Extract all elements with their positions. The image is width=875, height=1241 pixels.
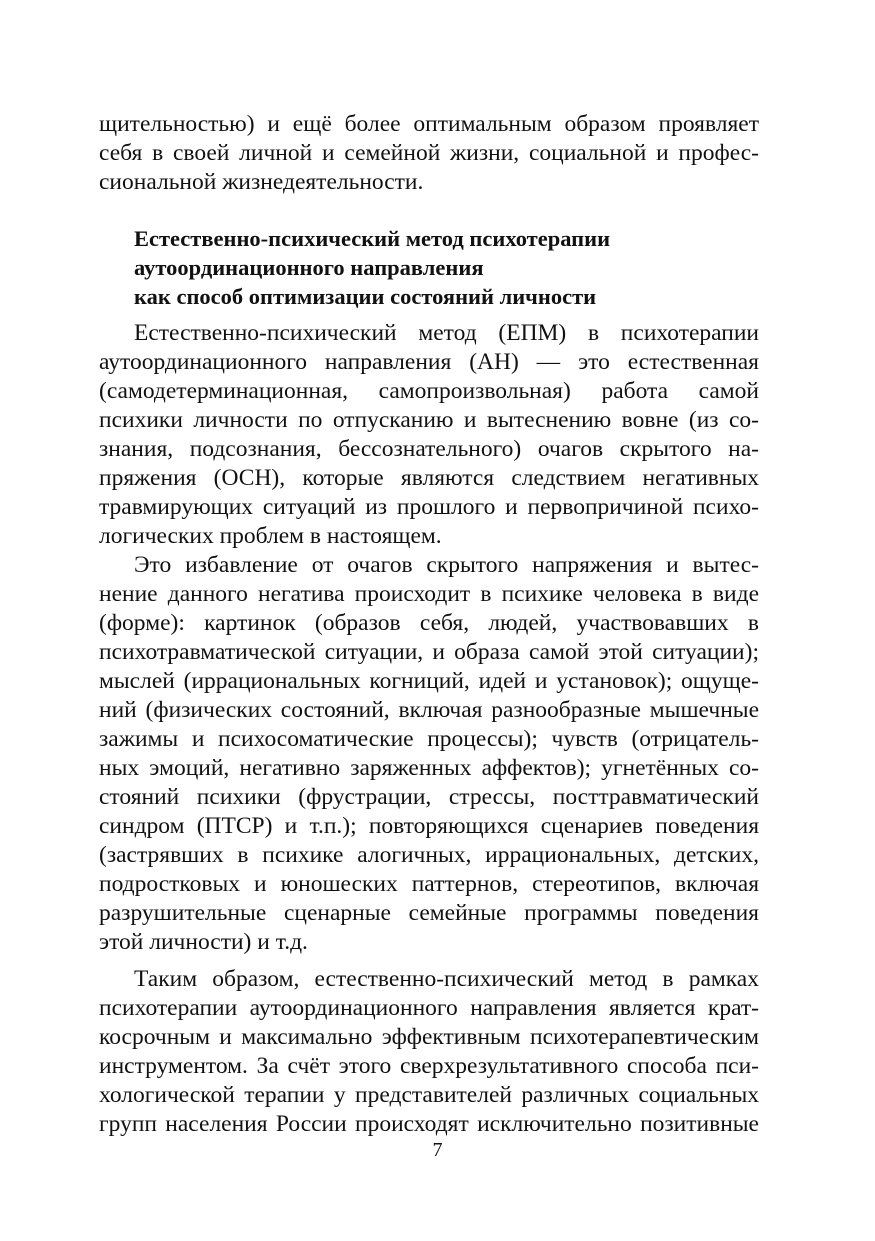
text-line: психики личности по отпусканию и вытеснению вовне (из со- — [99, 407, 759, 433]
text-line: сиональной жизнедеятельности. — [99, 169, 424, 195]
text-line: психотравматической ситуации, и образа самой этой ситуации); — [99, 639, 759, 665]
text-line: нение данного негатива происходит в психике человека в виде — [99, 581, 759, 607]
text-line: психотерапии аутоординационного направления является крат- — [99, 995, 759, 1021]
text-line: инструментом. За счёт этого сверхрезультативного способа пси- — [99, 1053, 759, 1079]
intro-paragraph — [99, 110, 759, 197]
text-line: стояний психики (фрустрации, стрессы, посттравматический — [99, 784, 759, 810]
text-line: травмирующих ситуаций из прошлого и первопричиной психо- — [99, 494, 759, 520]
text-line: групп населения России происходят исключительно позитивные — [99, 1111, 759, 1137]
text-line: пряжения (ОСН), которые являются следствием негативных — [99, 465, 759, 491]
text-line: разрушительные сценарные семейные программы поведения — [99, 900, 759, 926]
text-line: (самодетерминационная, самопроизвольная) работа самой — [99, 378, 759, 404]
text-line: ний (физических состояний, включая разнообразные мышечные — [99, 697, 759, 723]
text-line: ных эмоций, негативно заряженных аффектов); угнетённых со- — [99, 755, 759, 781]
text-line: (застрявших в психике алогичных, иррациональных, детских, — [99, 842, 759, 868]
heading-line: как способ оптимизации состояний личности — [134, 284, 597, 309]
page-number: 7 — [432, 1139, 443, 1161]
text-line: косрочным и максимально эффективным психотерапевтическим — [99, 1024, 759, 1050]
paragraph-2 — [99, 551, 759, 957]
heading-line: Естественно-психический метод психотерапии — [134, 226, 611, 251]
text-line: знания, подсознания, бессознательного) очагов скрытого на- — [99, 436, 759, 462]
text-line: (форме): картинок (образов себя, людей, участвовавших в — [99, 610, 759, 636]
paragraph-1 — [99, 319, 759, 551]
text-line: аутоординационного направления (АН) — это естественная — [99, 349, 759, 375]
text-line: зажимы и психосоматические процессы); чувств (отрицатель- — [99, 726, 759, 752]
section-heading — [99, 224, 759, 311]
text-line: этой личности) и т.д. — [99, 929, 308, 955]
text-line: Естественно-психический метод (ЕПМ) в психотерапии — [134, 320, 759, 346]
text-line: щительностью) и ещё более оптимальным образом проявляет — [99, 111, 759, 137]
text-line: себя в своей личной и семейной жизни, социальной и профес- — [99, 140, 759, 166]
heading-line: аутоординационного направления — [134, 255, 484, 280]
text-line: Таким образом, естественно-психический метод в рамках — [134, 966, 759, 992]
text-line: мыслей (иррациональных когниций, идей и установок); ощуще- — [99, 668, 759, 694]
page-body — [99, 110, 759, 1139]
text-line: синдром (ПТСР) и т.п.); повторяющихся сценариев поведения — [99, 813, 759, 839]
paragraph-3 — [99, 965, 759, 1139]
text-line: Это избавление от очагов скрытого напряжения и вытес- — [134, 552, 759, 578]
text-line: логических проблем в настоящем. — [99, 523, 442, 549]
text-line: хологической терапии у представителей различных социальных — [99, 1082, 759, 1108]
text-line: подростковых и юношеских паттернов, стереотипов, включая — [99, 871, 759, 897]
